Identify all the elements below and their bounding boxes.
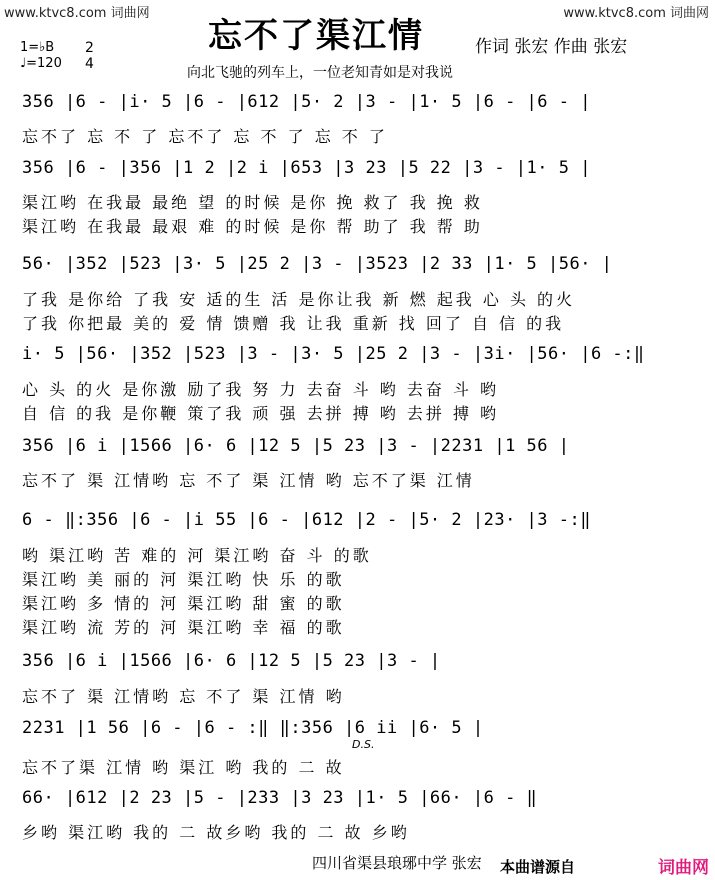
- song-title: 忘不了渠江情: [208, 16, 424, 56]
- lyric-line-8: 忘不了渠 江情 哟 渠江 哟 我的 二 故: [22, 758, 345, 777]
- song-credits: 作词 张宏 作曲 张宏: [475, 37, 628, 57]
- lyric-line-6a: 哟 渠江哟 苦 难的 河 渠江哟 奋 斗 的歌: [22, 546, 372, 565]
- lyric-line-9: 乡哟 渠江哟 我的 二 故乡哟 我的 二 故 乡哟: [22, 823, 410, 842]
- music-line-3: 56· |352 |523 |3· 5 |25 2 |3 - |3523 |2 33 |1· 5 |56· |: [22, 254, 613, 274]
- time-signature: [85, 40, 94, 72]
- lyric-line-1: 忘不了 忘 不 了 忘不了 忘 不 了 忘 不 了: [22, 127, 388, 146]
- lyric-line-6d: 渠江哟 流 芳的 河 渠江哟 幸 福 的歌: [22, 618, 345, 637]
- lyric-line-2a: 渠江哟 在我最 最绝 望 的时候 是你 挽 救了 我 挽 救: [22, 193, 483, 212]
- footer-source: 本曲谱源自: [500, 858, 576, 876]
- site-watermark-left: www.ktvc8.com 词曲网: [4, 6, 150, 21]
- lyric-line-6b: 渠江哟 美 丽的 河 渠江哟 快 乐 的歌: [22, 570, 345, 589]
- music-line-4: i· 5 |56· |352 |523 |3 - |3· 5 |25 2 |3 - |3i· |56· |6 -:‖: [22, 344, 645, 364]
- lyric-line-5: 忘不了 渠 江情哟 忘 不了 渠 江情 哟 忘不了渠 江情: [22, 471, 475, 490]
- music-line-2: 356 |6 - |356 |1 2 |2 i |653 |3 23 |5 22 |3 - |1· 5 |: [22, 158, 591, 178]
- meter-top: 2: [85, 40, 94, 56]
- ds-marking: D.S.: [352, 738, 375, 751]
- site-logo[interactable]: 词曲网: [658, 858, 709, 878]
- lyric-line-4a: 心 头 的火 是你激 励了我 努 力 去奋 斗 哟 去奋 斗 哟: [22, 380, 500, 399]
- key-signature: [20, 40, 62, 72]
- lyric-line-3b: 了我 你把最 美的 爱 情 馈赠 我 让我 重新 找 回了 自 信 的我: [22, 314, 565, 333]
- lyric-line-2b: 渠江哟 在我最 最艰 难 的时候 是你 帮 助了 我 帮 助: [22, 217, 483, 236]
- music-line-6: 6 - ‖:356 |6 - |i 55 |6 - |612 |2 - |5· 2 |23· |3 -:‖: [22, 510, 591, 530]
- tempo-line: ♩=120: [20, 56, 62, 71]
- lyric-line-3a: 了我 是你给 了我 安 适的生 活 是你让我 新 燃 起我 心 头 的火: [22, 290, 576, 309]
- lyric-line-7: 忘不了 渠 江情哟 忘 不了 渠 江情 哟: [22, 687, 345, 706]
- song-subtitle: 向北飞驰的列车上，一位老知青如是对我说: [187, 65, 453, 81]
- lyric-line-6c: 渠江哟 多 情的 河 渠江哟 甜 蜜 的歌: [22, 594, 345, 613]
- music-line-1: 356 |6 - |i· 5 |6 - |612 |5· 2 |3 - |1· 5 |6 - |6 - |: [22, 92, 591, 112]
- music-line-7: 356 |6 i |1566 |6· 6 |12 5 |5 23 |3 - |: [22, 651, 441, 671]
- footer-author: 四川省渠县琅琊中学 张宏: [312, 854, 482, 872]
- music-line-5: 356 |6 i |1566 |6· 6 |12 5 |5 23 |3 - |2231 |1 56 |: [22, 436, 570, 456]
- site-watermark-right: www.ktvc8.com 词曲网: [563, 6, 709, 21]
- music-line-9: 66· |612 |2 23 |5 - |233 |3 23 |1· 5 |66· |6 - ‖: [22, 788, 538, 808]
- lyric-line-4b: 自 信 的我 是你鞭 策了我 顽 强 去拼 搏 哟 去拼 搏 哟: [22, 404, 500, 423]
- music-line-8: 2231 |1 56 |6 - |6 - :‖ ‖:356 |6 ii |6· 5 |: [22, 718, 484, 738]
- key-line: 1=♭B: [20, 40, 55, 55]
- meter-bottom: 4: [85, 56, 94, 72]
